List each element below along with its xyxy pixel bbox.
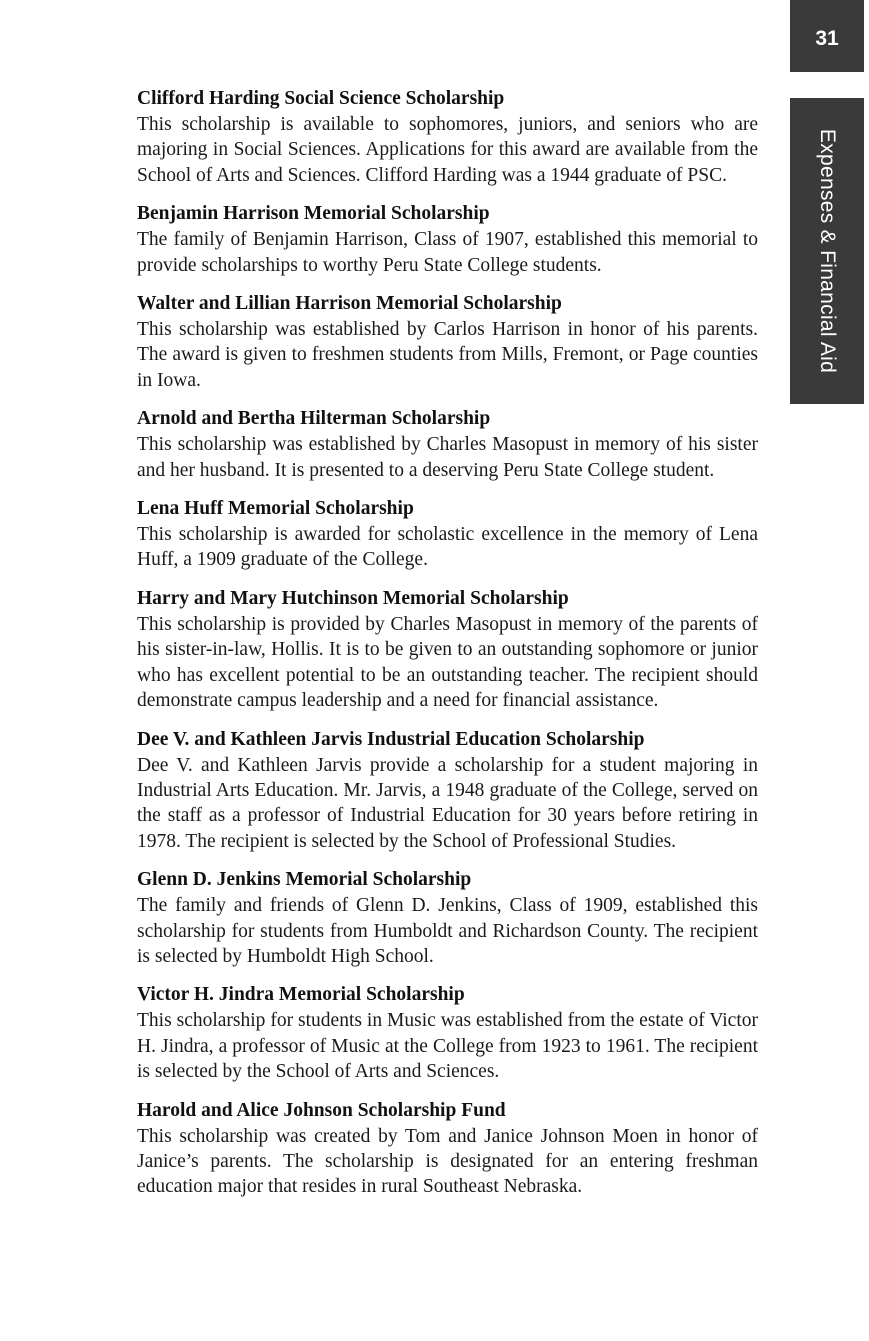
scholarship-title: Glenn D. Jenkins Memorial Scholarship	[137, 869, 472, 891]
scholarship-title: Clifford Harding Social Science Scholarship	[137, 88, 505, 109]
scholarship-title: Dee V. and Kathleen Jarvis Industrial Education Scholarship	[137, 728, 645, 750]
section-tab	[790, 98, 864, 404]
scholarship-description: This scholarship is available to sophomores, juniors, and seniors who are majoring in Social Sciences. Applications for this award are available from the School of Arts and Sciences. Clifford Harding was a 1944 graduate of PSC.	[137, 114, 758, 186]
scholarship-description: This scholarship for students in Music was established from the estate of Victor H. Jindra, a professor of Music at the College from 1923 to 1961. The recipient is selected by the School of Arts and Sciences.	[137, 1010, 758, 1083]
scholarship-entry	[137, 201, 758, 278]
scholarship-title: Harry and Mary Hutchinson Memorial Scholarship	[137, 587, 569, 609]
scholarship-entry	[137, 867, 758, 969]
scholarship-description: This scholarship is awarded for scholastic excellence in the memory of Lena Huff, a 1909 graduate of the College.	[137, 524, 758, 571]
scholarship-entry	[137, 586, 758, 714]
scholarship-description: This scholarship was established by Carlos Harrison in honor of his parents. The award is given to freshmen students from Mills, Fremont, or Page counties in Iowa.	[137, 319, 758, 391]
page-number-tab	[790, 0, 864, 72]
scholarship-list	[137, 86, 758, 1213]
scholarship-entry	[137, 1098, 758, 1200]
scholarship-title: Lena Huff Memorial Scholarship	[137, 498, 414, 520]
scholarship-description: The family of Benjamin Harrison, Class of 1907, established this memorial to provide scholarships to worthy Peru State College students.	[137, 229, 758, 276]
scholarship-entry	[137, 291, 758, 393]
scholarship-description: The family and friends of Glenn D. Jenkins, Class of 1909, established this scholarship for students from Humboldt and Richardson County. The recipient is selected by Humboldt High School.	[137, 895, 758, 967]
scholarship-title: Victor H. Jindra Memorial Scholarship	[137, 984, 465, 1006]
scholarship-title: Arnold and Bertha Hilterman Scholarship	[137, 408, 491, 430]
section-tab-label: Expenses & Financial Aid	[816, 128, 840, 374]
scholarship-entry	[137, 496, 758, 573]
scholarship-entry	[137, 406, 758, 483]
scholarship-description: This scholarship was established by Charles Masopust in memory of his sister and her husband. It is presented to a deserving Peru State College student.	[137, 434, 758, 481]
scholarship-description: This scholarship was created by Tom and Janice Johnson Moen in honor of Janice’s parents. The scholarship is designated for an entering freshman education major that resides in rural Southeast Nebraska.	[137, 1125, 758, 1198]
scholarship-entry	[137, 982, 758, 1084]
scholarship-title: Walter and Lillian Harrison Memorial Scholarship	[137, 293, 562, 315]
scholarship-description: Dee V. and Kathleen Jarvis provide a scholarship for a student majoring in Industrial Arts Education. Mr. Jarvis, a 1948 graduate of the College, served on the staff as a professor of Industrial Education for 30 years before retiring in 1978. The recipient is selected by the School of Professional Studies.	[137, 754, 758, 852]
scholarship-title: Harold and Alice Johnson Scholarship Fund	[137, 1099, 506, 1121]
scholarship-description: This scholarship is provided by Charles Masopust in memory of the parents of his sister-in-law, Hollis. It is to be given to an outstanding sophomore or junior who has excellent potential to be an outstanding teacher. The recipient should demonstrate campus leadership and a need for financial assistance.	[137, 613, 758, 712]
scholarship-entry	[137, 727, 758, 855]
scholarship-entry	[137, 86, 758, 188]
page-number: 31	[815, 27, 839, 50]
scholarship-title: Benjamin Harrison Memorial Scholarship	[137, 203, 490, 225]
